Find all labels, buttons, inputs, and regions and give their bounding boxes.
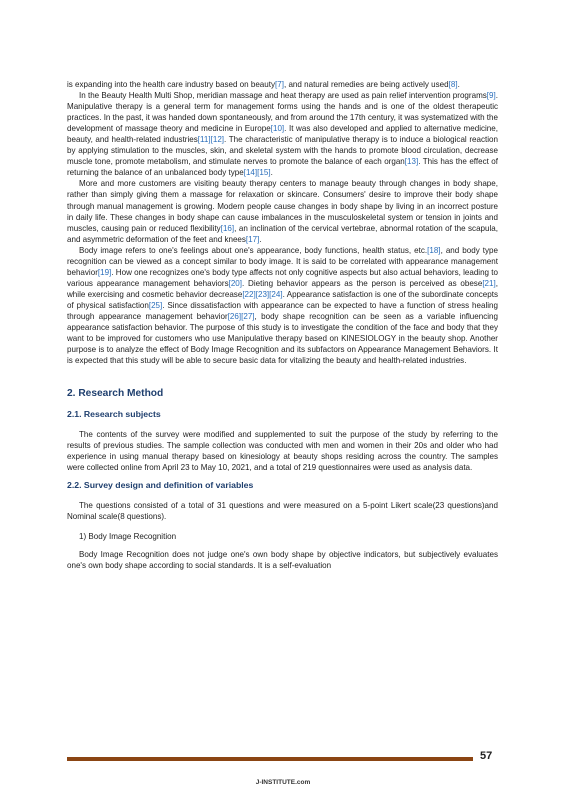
- paragraph-body-image-recognition: Body Image Recognition does not judge one's own body shape by objective indicators, but subjectively evaluates one's own body shape according to social standards. It is a self-evaluation: [67, 549, 498, 570]
- text-run: , while exercising and cosmetic behavior decrease: [67, 278, 498, 299]
- text-run: is expanding into the health care industry based on beauty: [67, 80, 276, 89]
- citation-link[interactable]: [14][15]: [243, 168, 271, 178]
- paragraph-research-subjects: The contents of the survey were modified and supplemented to suit the purpose of the study by referring to the results of previous studies. The sample collection was conducted with men and women in their 20s and older who had experience in using manual therapy based on kinesiology at beauty shops residing across the country. The samples were collected online from April 23 to May 10, 2021, and a total of 219 questionnaires were used as analysis data.: [67, 430, 498, 473]
- subsection-heading-survey-design: 2.2. Survey design and definition of variables: [67, 480, 254, 491]
- citation-link[interactable]: [20]: [228, 278, 243, 288]
- text-run: More and more customers are visiting beauty therapy centers to manage beauty through changes in body shape, rather than simply giving them a massage for relaxation or skincare. Consumers' desire to improve their body shape through manual management is growing. Modern people cause changes in body shape by living in an incorrect posture in daily life. These changes in body shape can cause imbalances in the musculoskeletal system or tension in joints and muscles, causing pain or reduced flexibility: [67, 179, 498, 233]
- citation-link[interactable]: [8]: [448, 80, 458, 89]
- text-run: In the Beauty Health Multi Shop, meridian massage and heat therapy are used as pain relief intervention programs: [79, 91, 487, 101]
- citation-link[interactable]: [26][27]: [227, 311, 255, 321]
- citation-link[interactable]: [22][23][24]: [242, 289, 283, 299]
- paragraph-body-image: [67, 245, 498, 367]
- text-run: . Since dissatisfaction with appearance can be expected to have a function of stress healing through appearance management behavior: [67, 300, 498, 321]
- text-run: . This has the effect of returning the balance of an unbalanced body type: [67, 157, 498, 178]
- page-body: [67, 79, 498, 571]
- paragraph-intro-continued: [67, 79, 498, 90]
- text-run: . Appearance satisfaction is one of the subordinate concepts of physical satisfaction: [67, 289, 498, 310]
- citation-link[interactable]: [18]: [427, 245, 441, 255]
- text-run: .: [270, 168, 273, 178]
- text-run: .: [259, 234, 262, 244]
- page-number: 57: [480, 750, 493, 762]
- text-run: , and natural remedies are being actively used: [283, 80, 449, 89]
- text-run: , an inclination of the cervical vertebrae, abnormal rotation of the scapula, and asymmetric deformation of the feet and knees: [67, 223, 498, 244]
- text-run: , and body type recognition can be viewed as a concept similar to body image. It is said to be correlated with appearance management behavior: [67, 245, 498, 277]
- citation-link[interactable]: [13]: [404, 157, 419, 167]
- text-run: . Manipulative therapy is a general term for management forms using the hands and is one of the oldest therapeutic practices. In the past, it was handed down spontaneously, and from around the 17th century, it was systematized with the development of massage theory and medicine in Europe: [67, 91, 498, 134]
- text-run: . The characteristic of manipulative therapy is to induce a biological reaction by applying stimulation to the muscles, skin, and skeletal system with the hands to promote blood circulation, decrease muscle tone, promote metabolism, and stimulate nerves to promote the balance of each organ: [67, 135, 498, 167]
- paragraph-body-shape-changes: [67, 178, 498, 244]
- text-run: . How one recognizes one's body type affects not only cognitive aspects but also actual behaviors, leading to various appearance management behaviors: [67, 267, 498, 288]
- citation-link[interactable]: [17]: [245, 234, 260, 244]
- section-heading-research-method: 2. Research Method: [67, 388, 164, 400]
- citation-link[interactable]: [25]: [148, 300, 163, 310]
- paragraph-manipulative-therapy: [67, 90, 498, 178]
- citation-link[interactable]: [7]: [275, 80, 284, 89]
- citation-link[interactable]: [19]: [97, 267, 112, 277]
- footer-bar: [67, 757, 473, 761]
- citation-link[interactable]: [11][12]: [197, 135, 225, 145]
- citation-link[interactable]: [10]: [270, 124, 285, 134]
- text-run: . Dieting behavior appears as the person is perceived as obese: [242, 278, 483, 288]
- citation-link[interactable]: [21]: [482, 278, 496, 288]
- text-run: .: [457, 80, 460, 89]
- paragraph-survey-design: The questions consisted of a total of 31 questions and were measured on a 5-point Likert scale(23 questions)and Nominal scale(8 questions).: [67, 501, 498, 522]
- subsection-heading-research-subjects: 2.1. Research subjects: [67, 409, 161, 420]
- citation-link[interactable]: [16]: [220, 223, 235, 233]
- footer-site-name[interactable]: J-INSTITUTE.com: [255, 779, 311, 786]
- text-run: Body image refers to one's feelings about one's appearance, body functions, health status, etc.: [79, 245, 428, 255]
- list-item-body-image-recognition: 1) Body Image Recognition: [79, 531, 177, 541]
- text-run: , body shape recognition can be seen as a variable influencing appearance satisfaction behavior. The purpose of this study is to investigate the condition of the face and body that they want to be improved for customers who use Manipulative therapy based on KINESIOLOGY in the beauty shop. Another purpose is to analyze the effect of Body Image Recognition and its subfactors on Appearance Management Behaviors. It is expected that this study will be able to secure basic data for vitalizing the beauty and health-related industries.: [67, 311, 498, 366]
- citation-link[interactable]: [9]: [486, 91, 496, 101]
- text-run: . It was also developed and applied to alternative medicine, beauty, and health-related industries: [67, 124, 498, 145]
